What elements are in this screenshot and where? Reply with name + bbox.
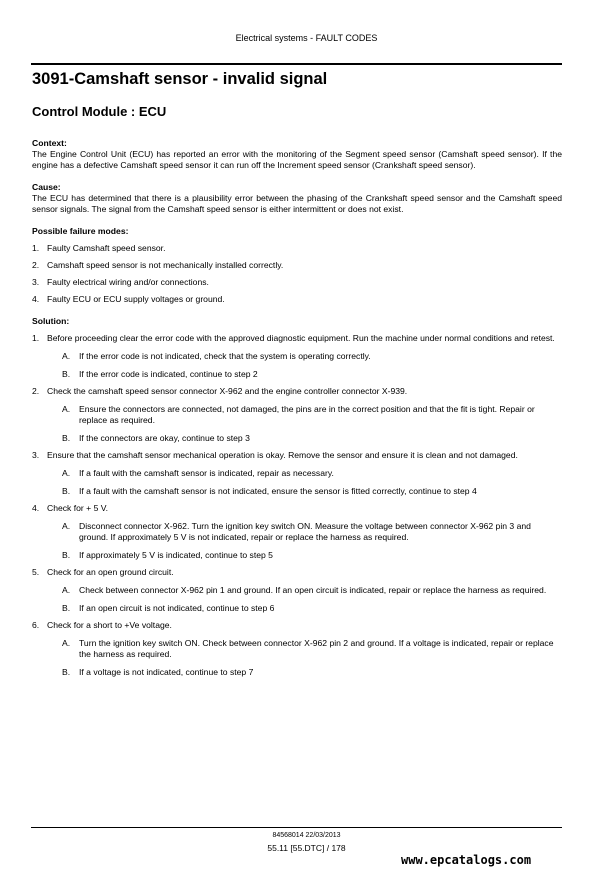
substep-letter: B. <box>62 667 71 677</box>
step-item <box>32 503 562 561</box>
step-number: 4. <box>32 503 40 513</box>
substep-text: If approximately 5 V is indicated, continue to step 5 <box>79 550 273 560</box>
step-item <box>32 620 562 678</box>
step-item <box>32 333 562 380</box>
page-number: 55.11 [55.DTC] / 178 <box>267 843 346 853</box>
substep-letter: B. <box>62 369 71 379</box>
substep-item <box>47 433 562 444</box>
control-module-heading: Control Module : ECU <box>32 104 167 119</box>
cause-text: The ECU has determined that there is a plausibility error between the phasing of the Crankshaft speed sensor and the Camshaft speed sensor signals. The signal from the Camshaft speed sensor is either intermittent or does not exist. <box>32 193 562 214</box>
item-text: Faulty Camshaft speed sensor. <box>47 243 166 253</box>
substep-letter: B. <box>62 550 71 560</box>
step-number: 2. <box>32 386 40 396</box>
substep-text: If a fault with the camshaft sensor is indicated, repair as necessary. <box>79 468 334 478</box>
step-text: Before proceeding clear the error code with the approved diagnostic equipment. Run the machine under normal conditions and retest. <box>47 333 555 343</box>
item-text: Faulty ECU or ECU supply voltages or ground. <box>47 294 225 304</box>
substep-text: If the connectors are okay, continue to step 3 <box>79 433 250 443</box>
step-item <box>32 450 562 497</box>
solution-steps <box>32 333 562 678</box>
substep-text: If an open circuit is not indicated, continue to step 6 <box>79 603 275 613</box>
substep-item <box>47 521 562 543</box>
substep-letter: B. <box>62 486 71 496</box>
item-text: Camshaft speed sensor is not mechanically installed correctly. <box>47 260 284 270</box>
solution-label: Solution: <box>32 316 70 326</box>
substep-item <box>47 468 562 479</box>
context-text: The Engine Control Unit (ECU) has reported an error with the monitoring of the Segment speed sensor (Camshaft speed sensor). If the engine has a defective Camshaft speed sensor it can run off the Increment speed sensor (Crankshaft speed sensor). <box>32 149 562 170</box>
substep-letter: A. <box>62 521 71 531</box>
step-number: 5. <box>32 567 40 577</box>
substep-item <box>47 550 562 561</box>
item-text: Faulty electrical wiring and/or connections. <box>47 277 209 287</box>
step-text: Ensure that the camshaft sensor mechanical operation is okay. Remove the sensor and ensure it is clean and not damaged. <box>47 450 518 460</box>
substep-item <box>47 486 562 497</box>
list-item <box>32 243 562 254</box>
step-number: 1. <box>32 333 40 343</box>
list-item <box>32 294 562 305</box>
list-item <box>32 260 562 271</box>
substep-text: If the error code is not indicated, check that the system is operating correctly. <box>79 351 371 361</box>
failure-modes-label: Possible failure modes: <box>32 226 129 236</box>
substep-letter: A. <box>62 404 71 414</box>
step-number: 3. <box>32 450 40 460</box>
step-text: Check for + 5 V. <box>47 503 109 513</box>
header-rule <box>31 63 562 65</box>
item-number: 3. <box>32 277 40 287</box>
cause-label: Cause: <box>32 182 61 192</box>
substep-item <box>47 404 562 426</box>
substep-item <box>47 585 562 596</box>
substep-letter: A. <box>62 585 71 595</box>
substep-letter: B. <box>62 603 71 613</box>
step-text: Check for an open ground circuit. <box>47 567 174 577</box>
step-text: Check the camshaft speed sensor connector X-962 and the engine controller connector X-939. <box>47 386 408 396</box>
substep-text: Ensure the connectors are connected, not damaged, the pins are in the correct position and that the fit is tight. Repair or replace as required. <box>79 404 535 425</box>
substep-item <box>47 667 562 678</box>
footer-rule <box>31 827 562 828</box>
substep-letter: A. <box>62 351 71 361</box>
failure-modes-list <box>32 243 562 305</box>
item-number: 1. <box>32 243 40 253</box>
page-header: Electrical systems - FAULT CODES <box>235 33 378 43</box>
fault-title: 3091-Camshaft sensor - invalid signal <box>32 70 328 88</box>
step-number: 6. <box>32 620 40 630</box>
substep-text: If the error code is indicated, continue to step 2 <box>79 369 258 379</box>
content-body <box>32 138 562 684</box>
step-item <box>32 567 562 614</box>
substep-text: If a fault with the camshaft sensor is not indicated, ensure the sensor is fitted correctly, continue to step 4 <box>79 486 477 496</box>
substep-letter: B. <box>62 433 71 443</box>
list-item <box>32 277 562 288</box>
substep-letter: A. <box>62 638 71 648</box>
site-watermark: www.epcatalogs.com <box>401 853 532 867</box>
step-item <box>32 386 562 444</box>
substep-item <box>47 603 562 614</box>
substep-text: Check between connector X-962 pin 1 and ground. If an open circuit is indicated, repair or replace the harness as required. <box>79 585 547 595</box>
step-text: Check for a short to +Ve voltage. <box>47 620 172 630</box>
document-reference: 84568014 22/03/2013 <box>272 832 341 839</box>
substep-item <box>47 351 562 362</box>
substep-text: If a voltage is not indicated, continue to step 7 <box>79 667 254 677</box>
item-number: 4. <box>32 294 40 304</box>
item-number: 2. <box>32 260 40 270</box>
substep-text: Disconnect connector X-962. Turn the ignition key switch ON. Measure the voltage between connector X-962 pin 3 and ground. If approximately 5 V is not indicated, repair or replace the harness as required. <box>79 521 531 542</box>
substep-item <box>47 638 562 660</box>
context-label: Context: <box>32 138 67 148</box>
substep-letter: A. <box>62 468 71 478</box>
substep-item <box>47 369 562 380</box>
substep-text: Turn the ignition key switch ON. Check between connector X-962 pin 2 and ground. If a voltage is indicated, repair or replace the harness as required. <box>79 638 554 659</box>
